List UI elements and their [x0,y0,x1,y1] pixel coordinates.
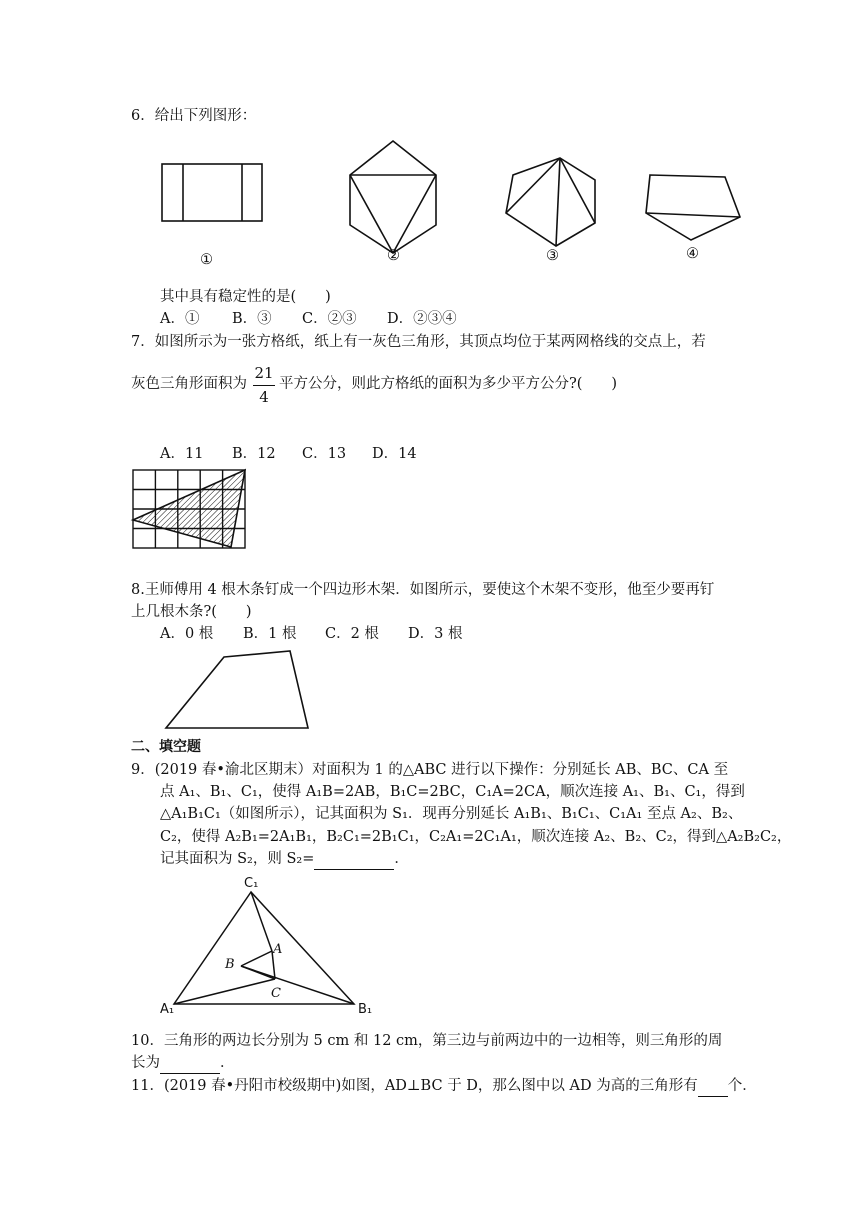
q10-line2-end: ． [220,1055,235,1071]
q6-figure-rectangle [162,164,262,221]
q7-fraction-numerator: 21 [254,364,274,382]
q9-line2: 点 A₁、B₁、C₁，使得 A₁B=2AB，B₁C=2BC，C₁A=2CA，顺次连接 A₁、B₁、C₁，得到 [160,784,745,800]
q10-line2-text: 长为 [131,1055,160,1071]
q6-label-1: ① [200,252,213,268]
q6-figures [150,135,770,285]
q6-option-d: D．②③④ [387,311,457,327]
q8-option-c: C．2 根 [325,626,379,642]
q6-label-4: ④ [686,246,699,262]
section-title-fill-in: 二、填空题 [131,739,201,755]
q7-fraction-denominator: 4 [259,388,269,406]
q11-line1-text: 11．(2019 春•丹阳市校级期中)如图，AD⊥BC 于 D，那么图中以 AD 为高的三角形有 [131,1078,698,1094]
q10-line1: 10．三角形的两边长分别为 5 cm 和 12 cm，第三边与前两边中的一边相等，则三角形的周 [131,1033,723,1049]
q6-stem: 6．给出下列图形： [131,108,257,124]
q8-option-b: B．1 根 [243,626,297,642]
q9-line4: C₂，使得 A₂B₁=2A₁B₁，B₂C₁=2B₁C₁，C₂A₁=2C₁A₁，顺次连接 A₂、B₂、C₂，得到△A₂B₂C₂， [160,829,792,845]
q6-option-b: B．③ [232,311,272,327]
q9-answer-blank[interactable] [314,849,394,870]
q9-line3: △A₁B₁C₁（如图所示），记其面积为 S₁．现再分别延长 A₁B₁、B₁C₁、C₁A₁ 至点 A₂、B₂、 [160,806,743,822]
q9-label-b: B [225,957,235,972]
q9-triangle-figure [150,872,373,1022]
q7-option-c: C．13 [302,446,347,462]
q6-label-2: ② [387,248,400,264]
q6-prompt: 其中具有稳定性的是( ) [160,289,331,305]
q6-option-c: C．②③ [302,311,357,327]
q6-option-a: A．① [160,311,200,327]
q6-figure-quad [646,175,740,240]
q7-fraction-bar [253,385,275,386]
q8-line1: 8.王师傅用 4 根木条钉成一个四边形木架．如图所示，要使这个木架不变形，他至少要再钉 [131,582,715,598]
q6-figure-pentagon [506,158,595,246]
q9-label-b1: B₁ [358,1002,373,1017]
q7-grid-figure [130,467,254,551]
q10-answer-blank[interactable] [160,1053,220,1074]
q7-line2-after: 平方公分，则此方格纸的面积为多少平方公分?( ) [279,376,618,392]
q7-line2-before: 灰色三角形面积为 [131,376,247,392]
q8-option-a: A．0 根 [160,626,214,642]
q7-option-b: B．12 [232,446,276,462]
q9-label-c1: C₁ [244,876,259,891]
q11-line1-end: 个． [727,1078,757,1094]
q9-line5-end: ． [394,851,409,867]
q8-quadrilateral-figure [160,642,320,732]
q8-option-d: D．3 根 [408,626,463,642]
q10-line2 [131,1053,235,1074]
q11-answer-blank[interactable] [698,1076,728,1097]
q8-line2: 上几根木条?( ) [131,604,252,620]
q9-line5 [160,849,409,870]
q9-line5-text: 记其面积为 S₂，则 S₂= [160,851,315,867]
q6-label-3: ③ [546,248,559,264]
q9-label-a1: A₁ [160,1002,175,1017]
q9-label-c: C [271,986,281,1001]
q9-label-a: A [273,942,283,957]
q11-line1 [131,1076,757,1097]
q6-figure-hexagon [350,141,436,253]
q7-line1: 7．如图所示为一张方格纸，纸上有一灰色三角形，其顶点均位于某两网格线的交点上，若 [131,334,706,350]
q9-line1: 9．(2019 春•渝北区期末）对面积为 1 的△ABC 进行以下操作：分别延长 AB、BC、CA 至 [131,762,729,778]
q7-option-a: A．11 [160,446,204,462]
q7-option-d: D．14 [372,446,417,462]
